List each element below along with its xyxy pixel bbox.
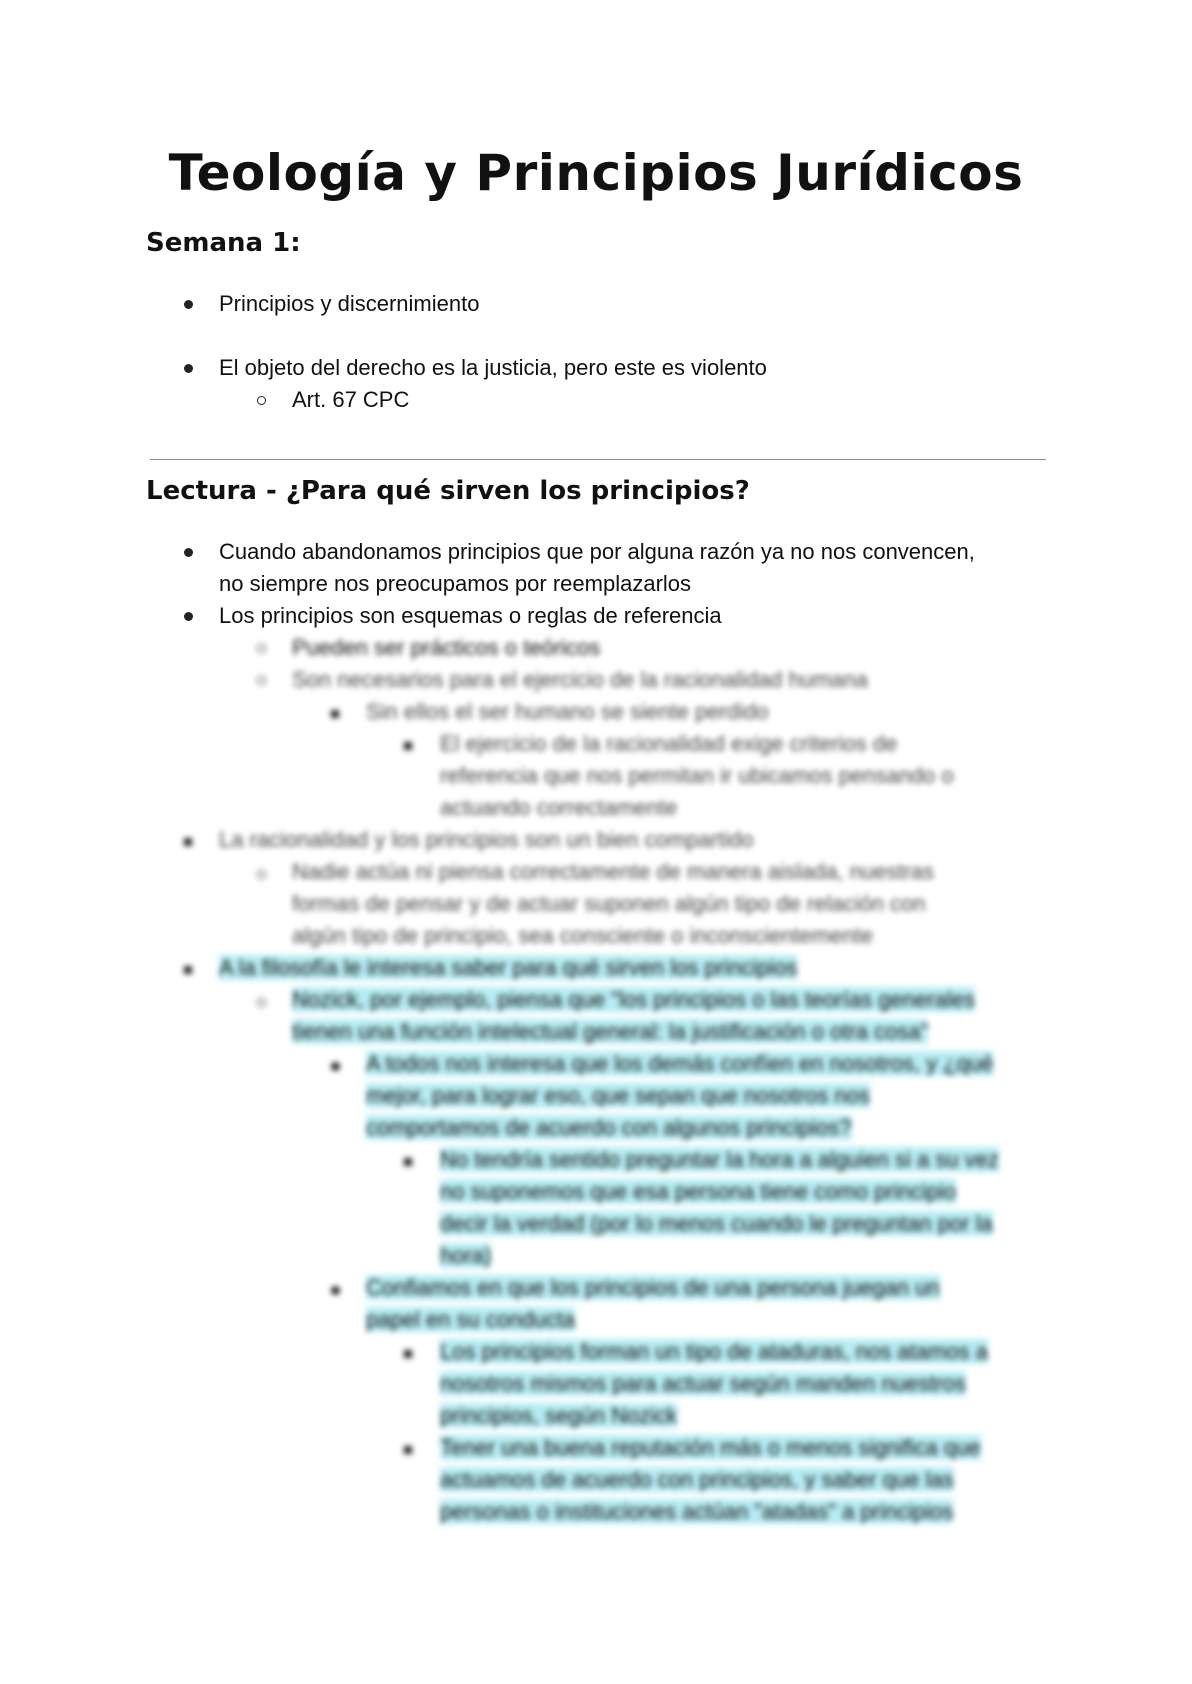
highlighted-line: tienen una función intelectual general: la justificación o otra cosa"	[292, 1019, 929, 1044]
square-bullet-icon	[404, 742, 412, 750]
blurred-line: El ejercicio de la racionalidad exige criterios de	[440, 731, 898, 756]
square-bullet-icon	[404, 1158, 412, 1166]
highlighted-line: Confiamos en que los principios de una persona juegan un	[366, 1275, 940, 1300]
hollow-bullet-icon	[257, 870, 266, 879]
blurred-line: actuando correctamente	[440, 795, 678, 820]
blurred-line: La racionalidad y los principios son un bien compartido	[219, 827, 754, 852]
highlighted-line: principios, según Nozick	[440, 1403, 678, 1428]
highlighted-line: papel en su conducta	[366, 1307, 576, 1332]
blurred-line: Son necesarios para el ejercicio de la racionalidad humana	[292, 667, 869, 692]
square-bullet-icon	[404, 1350, 412, 1358]
bullet-icon	[331, 1286, 340, 1295]
square-bullet-icon	[184, 838, 192, 846]
hollow-bullet-icon	[257, 644, 266, 653]
blurred-line: formas de pensar y de actuar suponen algún tipo de relación con	[292, 891, 926, 916]
highlighted-line: nosotros mismos para actuar según manden nuestros	[440, 1371, 966, 1396]
highlighted-line: mejor, para lograr eso, que sepan que nosotros nos	[366, 1083, 870, 1108]
list-item: Los principios son esquemas o reglas de referencia	[219, 603, 722, 628]
bullet-icon	[331, 1062, 340, 1071]
highlighted-line: no suponemos que esa persona tiene como principio	[440, 1179, 957, 1204]
highlighted-line: hora)	[440, 1243, 492, 1268]
list-item: Cuando abandonamos principios que por alguna razón ya no nos convencen,	[219, 539, 975, 564]
blurred-line: Sin ellos el ser humano se siente perdido	[366, 699, 769, 724]
highlighted-line: A la filosofía le interesa saber para qué sirven los principios	[219, 955, 798, 980]
list-item: El objeto del derecho es la justicia, pero este es violento	[219, 355, 767, 380]
list-subitem: Art. 67 CPC	[292, 387, 410, 412]
section-heading-lectura: Lectura - ¿Para qué sirven los principios?	[146, 476, 750, 506]
highlighted-line: Los principios forman un tipo de ataduras, nos atamos a	[440, 1339, 988, 1364]
blurred-line: algún tipo de principio, sea consciente o inconscientemente	[292, 923, 873, 948]
blurred-line: Pueden ser prácticos o teóricos	[292, 635, 601, 660]
highlighted-line: actuamos de acuerdo con principios, y saber que las	[440, 1467, 954, 1492]
highlighted-line: A todos nos interesa que los demás confíen en nosotros, y ¿qué	[366, 1051, 994, 1076]
square-bullet-icon	[404, 1446, 412, 1454]
highlighted-line: comportamos de acuerdo con algunos principios?	[366, 1115, 852, 1140]
section-heading-semana-1: Semana 1:	[146, 228, 301, 258]
highlighted-line: Tener una buena reputación más o menos significa que	[440, 1435, 981, 1460]
highlighted-line: decir la verdad (por lo menos cuando le preguntan por la	[440, 1211, 993, 1236]
square-bullet-icon	[184, 966, 192, 974]
hollow-bullet-icon	[257, 676, 266, 685]
document-title: Teología y Principios Jurídicos	[168, 144, 1024, 202]
list-item: Principios y discernimiento	[219, 291, 480, 316]
list-item-continuation: no siempre nos preocupamos por reemplazarlos	[219, 571, 692, 596]
blurred-line: Nadie actúa ni piensa correctamente de manera aislada, nuestras	[292, 859, 935, 884]
highlighted-line: personas o instituciones actúan "atadas" a principios	[440, 1499, 954, 1524]
blurred-line: referencia que nos permitan ir ubicamos pensando o	[440, 763, 954, 788]
highlighted-line: No tendría sentido preguntar la hora a alguien si a su vez	[440, 1147, 999, 1172]
square-bullet-icon	[331, 710, 339, 718]
hollow-bullet-icon	[257, 998, 266, 1007]
highlighted-line: Nozick, por ejemplo, piensa que "los principios o las teorías generales	[292, 987, 975, 1012]
